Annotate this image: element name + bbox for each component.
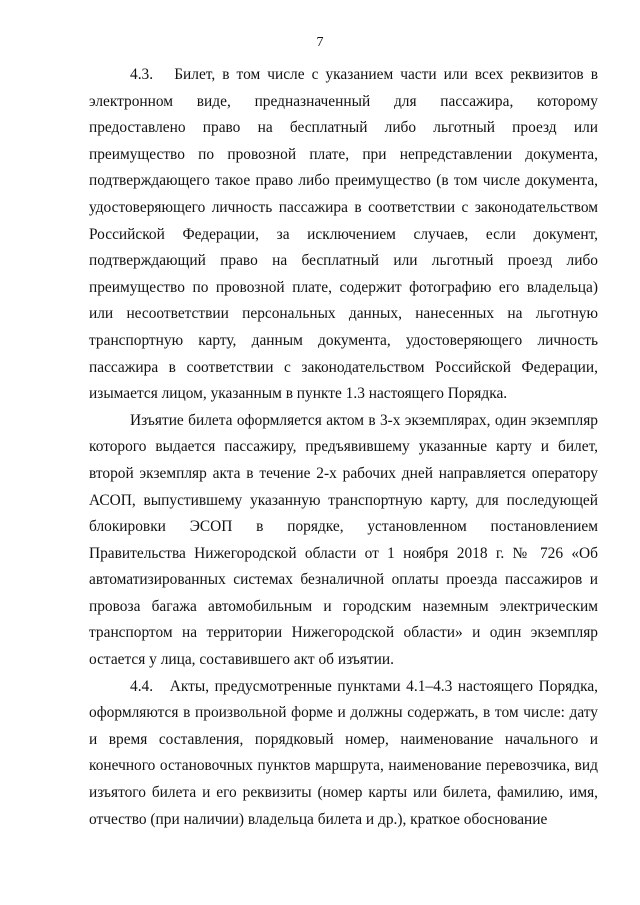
document-body (89, 62, 598, 833)
paragraph-clause-4-4 (89, 674, 598, 834)
paragraph-clause-4-3 (89, 62, 598, 408)
page-number: 7 (316, 35, 324, 50)
paragraph-text: Изъятие билета оформляется актом в 3-х экземплярах, один экземпляр которого выдается пассажиру, предъявившему указанные карту и билет, второй экземпляр акта в течение 2-х рабочих дней направляется оператору АСОП, выпустившему указанную транспортную карту, для последующей блокировки ЭСОП в порядке, установленном постановлением Правительства Нижегородской области от 1 ноября 2018 г. № 726 «Об автоматизированных системах безналичной оплаты проезда пассажиров и провоза багажа автомобильным и городским наземным электрическим транспортом на территории Нижегородской области» и один экземпляр остается у лица, составившего акт об изъятии. (89, 411, 598, 669)
clause-number: 4.4. (130, 677, 154, 695)
paragraph-text: Билет, в том числе с указанием части или всех реквизитов в электронном виде, предназначенный для пассажира, которому предоставлено право на бесплатный либо льготный проезд или преимущество по провозной плате, при непредставлении документа, подтверждающего такое право либо преимущество (в том числе документа, удостоверяющего личность пассажира в соответствии с законодательством Российской Федерации, за исключением случаев, если документ, подтверждающий право на бесплатный или льготный проезд либо преимущество по провозной плате, содержит фотографию его владельца) или несоответствии персональных данных, нанесенных на льготную транспортную карту, данным документа, удостоверяющего личность пассажира в соответствии с законодательством Российской Федерации, изымается лицом, указанным в пункте 1.3 настоящего Порядка. (89, 66, 598, 403)
paragraph-ticket-seizure (89, 408, 598, 674)
paragraph-text: Акты, предусмотренные пунктами 4.1–4.3 настоящего Порядка, оформляются в произвольной форме и должны содержать, в том числе: дату и время составления, порядковый номер, наименование начального и конечного остановочных пунктов маршрута, наименование перевозчика, вид изъятого билета и его реквизиты (номер карты или билета, фамилию, имя, отчество (при наличии) владельца билета и др.), краткое обоснование (89, 677, 598, 828)
clause-number: 4.3. (130, 66, 154, 83)
